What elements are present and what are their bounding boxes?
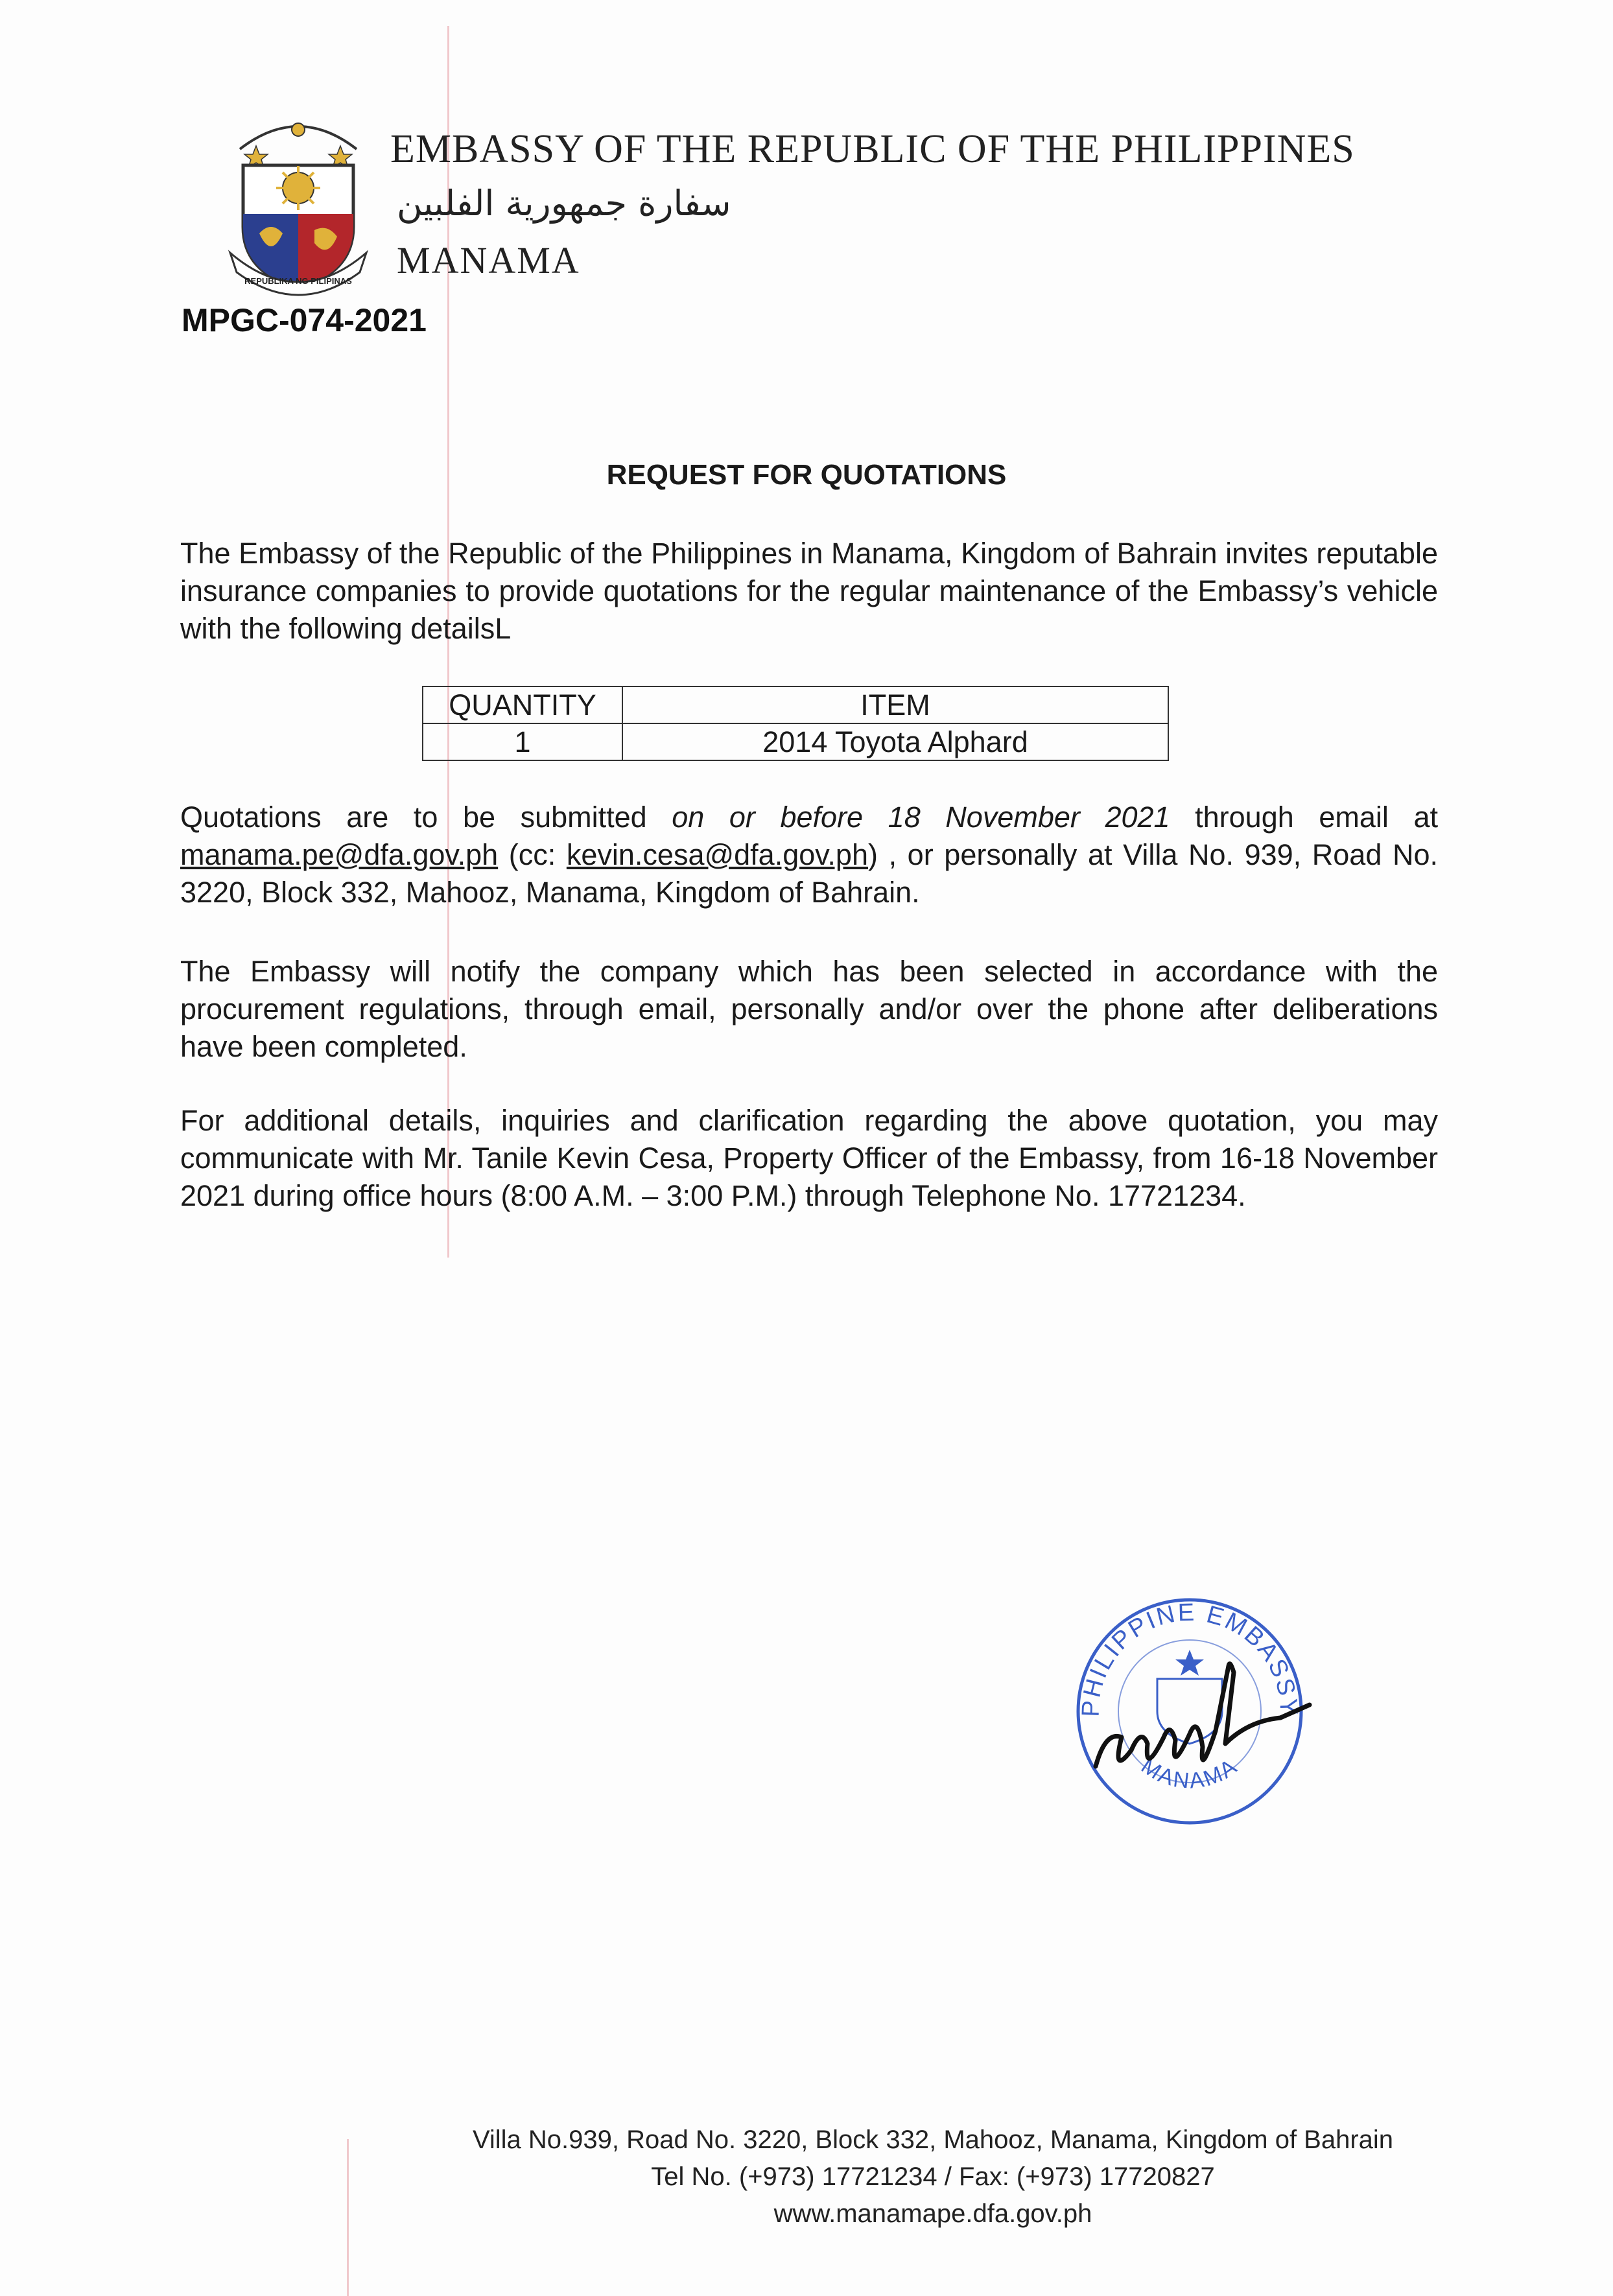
- submission-rest: ) , or personally at Villa No. 939, Road No. 3220, Block 332, Mahooz, Manama, Kingdom of Bahrain.: [180, 838, 1438, 909]
- stamp-top-text: PHILIPPINE EMBASSY: [1077, 1599, 1302, 1718]
- submission-deadline: on or before 18 November 2021: [672, 801, 1170, 834]
- table-row: [423, 723, 1168, 760]
- stamp-bottom-text: MANAMA: [1136, 1753, 1243, 1794]
- svg-text:MANAMA: [1136, 1753, 1242, 1794]
- embassy-email-link[interactable]: manama.pe@dfa.gov.ph: [180, 838, 499, 871]
- submission-via-email: through email at: [1170, 801, 1438, 834]
- embassy-title: EMBASSY OF THE REPUBLIC OF THE PHILIPPINES: [390, 127, 1355, 171]
- items-table: [422, 686, 1169, 761]
- notify-paragraph: The Embassy will notify the company which has been selected in accordance with the procurement regulations, through email, personally and/or over the phone after deliberations have been completed.: [180, 955, 1438, 1063]
- cell-quantity: 1: [423, 723, 622, 760]
- cc-email-link[interactable]: kevin.cesa@dfa.gov.ph: [566, 838, 868, 871]
- reference-number: MPGC-074-2021: [182, 302, 427, 338]
- document-heading: REQUEST FOR QUOTATIONS: [606, 459, 1007, 491]
- embassy-city: MANAMA: [397, 239, 580, 281]
- submission-lead: Quotations are to be submitted: [180, 801, 672, 834]
- column-header-quantity: QUANTITY: [423, 686, 622, 723]
- submission-paragraph: [180, 799, 1438, 911]
- footer: [0, 2122, 1613, 2232]
- footer-phone: Tel No. (+973) 17721234 / Fax: (+973) 17720827: [651, 2162, 1215, 2191]
- contact-paragraph: For additional details, inquiries and clarification regarding the above quotation, you may communicate with Mr. Tanile Kevin Cesa, Property Officer of the Embassy, from 16-18 November 2021 during office hours (8:00 A.M. – 3:00 P.M.) through Telephone No. 17721234.: [180, 1104, 1438, 1212]
- table-header-row: [423, 686, 1168, 723]
- philippine-coat-of-arms-icon: [220, 110, 376, 305]
- cell-item: 2014 Toyota Alphard: [622, 723, 1168, 760]
- seal-banner-text: REPUBLIKA NG PILIPINAS: [244, 276, 352, 286]
- footer-address: Villa No.939, Road No. 3220, Block 332, Mahooz, Manama, Kingdom of Bahrain: [472, 2126, 1394, 2154]
- column-header-item: ITEM: [622, 686, 1168, 723]
- footer-website-link[interactable]: www.manamape.dfa.gov.ph: [773, 2199, 1092, 2228]
- intro-paragraph: The Embassy of the Republic of the Philippines in Manama, Kingdom of Bahrain invites reputable insurance companies to provide quotations for the regular maintenance of the Embassy’s vehicle with the following detailsL: [180, 537, 1438, 645]
- cc-open: (cc:: [498, 838, 567, 871]
- embassy-title-arabic: سفارة جمهورية الفلبين: [397, 183, 731, 224]
- embassy-stamp: [1060, 1582, 1319, 1841]
